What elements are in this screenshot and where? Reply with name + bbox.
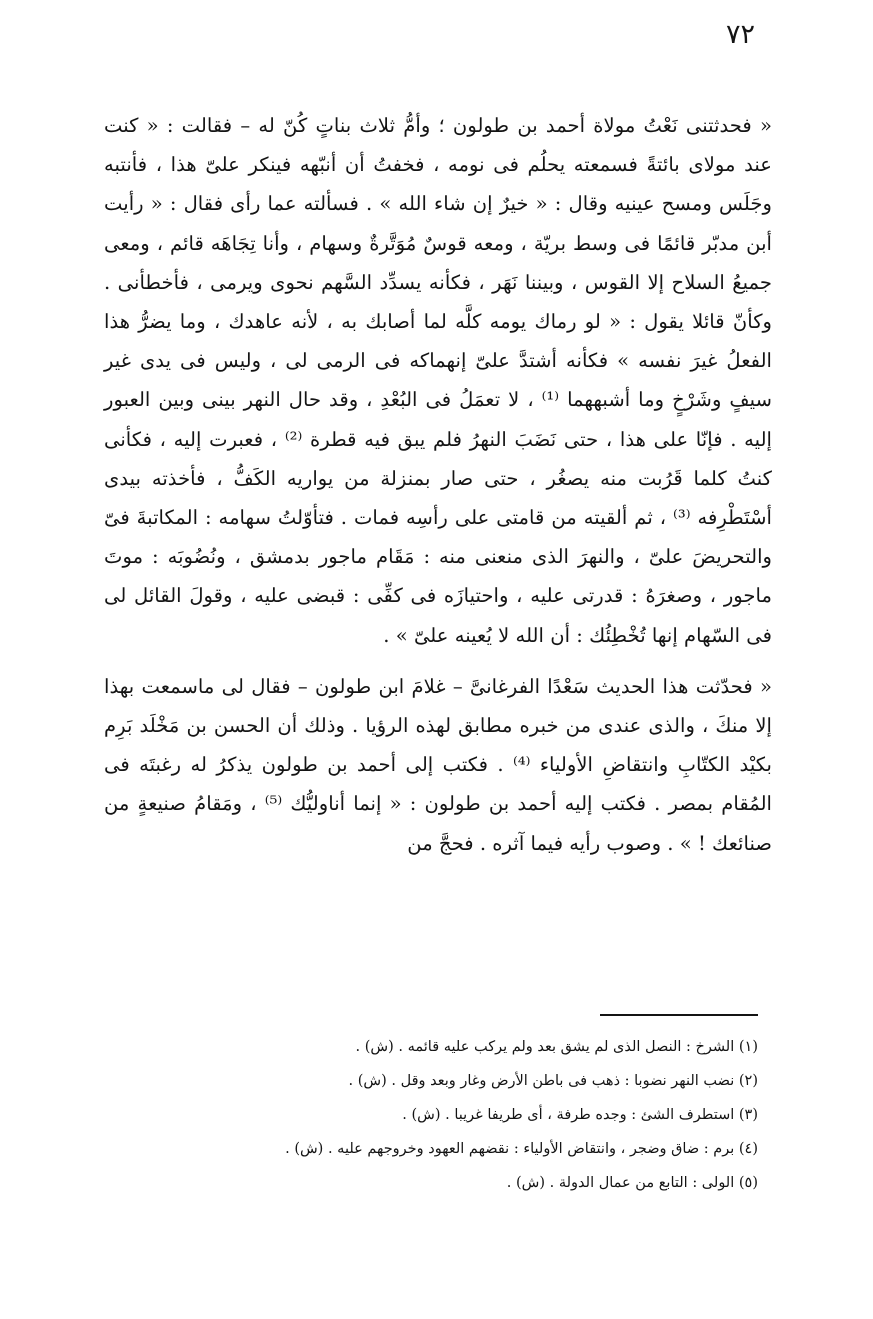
footnotes (90, 1030, 758, 1200)
footnote-4: (٤) برم : ضاق وضجر ، وانتقاض الأولياء : نقضهم العهود وخروجهم عليه . (ش) . (285, 1141, 758, 1157)
page-number: ٧٢ (725, 19, 755, 50)
main-text (104, 106, 772, 863)
footnote-3: (٣) استطرف الشئ : وجده طرفة ، أى طريفا غريبا . (ش) . (402, 1107, 758, 1123)
footnote-2: (٢) نضب النهر نضوبا : ذهب فى باطن الأرض وغار وبعد وقل . (ش) . (348, 1073, 758, 1089)
footnote-5: (٥) الولى : التابع من عمال الدولة . (ش) . (506, 1175, 758, 1191)
footnote-1: (١) الشرخ : النصل الذى لم يشق بعد ولم يركب عليه قائمه . (ش) . (355, 1039, 758, 1055)
footnote-separator (600, 1014, 758, 1016)
paragraph-1: « فحدثتنى نَعْتُ مولاة أحمد بن طولون ؛ وأمُّ ثلاث بناتٍ كُنّ له – فقالت : « كنت عند مولاى بائتةً فسمعته يحلُم فى نومه ، فخفتُ أن أنبّهه فينكر علىّ هذا ، فأنتبه وجَلَس ومسح عينيه وقال : « خيرٌ إن شاء الله » . فسألته عما رأى فقال : « رأيت أبن مدبّر قائمًا فى وسط بريّة ، ومعه قوسٌ مُوَتَّرةٌ وسهام ، وأنا تِجَاهَه قائم ، ومعى جميعُ السلاح إلا القوس ، وبيننا نَهَر ، فكأنه يسدِّد السَّهم نحوى ويرمى ، فأخطأنى . وكأنّ قائلا يقول : « لو رماك يومه كلَّه لما أصابك به ، لأنه عاهدك ، وما يضرُّ هذا الفعلُ غيرَ نفسه » فكأنه أشتدَّ علىّ إنهماكه فى الرمى لى ، وليس فى يدى غير سيفٍ وشَرْخٍ وما أشبههما ⁽¹⁾ ، لا تعمَلُ فى البُعْدِ ، وقد حال النهر بينى وبين العبور إليه . فإنّا على هذا ، حتى نَضَبَ النهرُ فلم يبق فيه قطرة ⁽²⁾ ، فعبرت إليه ، فكأنى كنتُ كلما قَرُبت منه يصغُر ، حتى صار بمنزلة من يواريه الكَفُّ ، فأخذته بيدى أسْتَطْرِفه ⁽³⁾ ، ثم ألقيته من قامتى على رأسِه فمات . فتأوّلتُ سهامه : المكاتبةَ فىّ والتحريضَ علىّ ، والنهرَ الذى منعنى منه : مَقَام ماجور بدمشق ، ونُضُوبَه : موتَ ماجور ، وصغرَهُ : قدرتى عليه ، واحتيازَه فى كفِّى : قبضى عليه ، وقولَ القائل لى فى السّهام إنها تُخْطِئُك : أن الله لا يُعينه علىّ » . (104, 114, 772, 647)
paragraph-2: « فحدّثت هذا الحديث سَعْدًا الفرغانىَّ – غلامَ ابن طولون – فقال لى ماسمعت بهذا إلا منكَ ، والذى عندى من خبره مطابق لهذه الرؤيا . وذلك أن الحسن بن مَخْلَد بَرِم بكيْد الكتّابِ وانتقاضِ الأولياء ⁽⁴⁾ . فكتب إلى أحمد بن طولون يذكرُ له رغبتَه فى المُقام بمصر . فكتب إليه أحمد بن طولون : « إنما أناوليُّك ⁽⁵⁾ ، ومَقامُ صنيعةٍ من صنائعك ! » . وصوب رأيه فيما آثره . فحجَّ من (104, 674, 773, 855)
